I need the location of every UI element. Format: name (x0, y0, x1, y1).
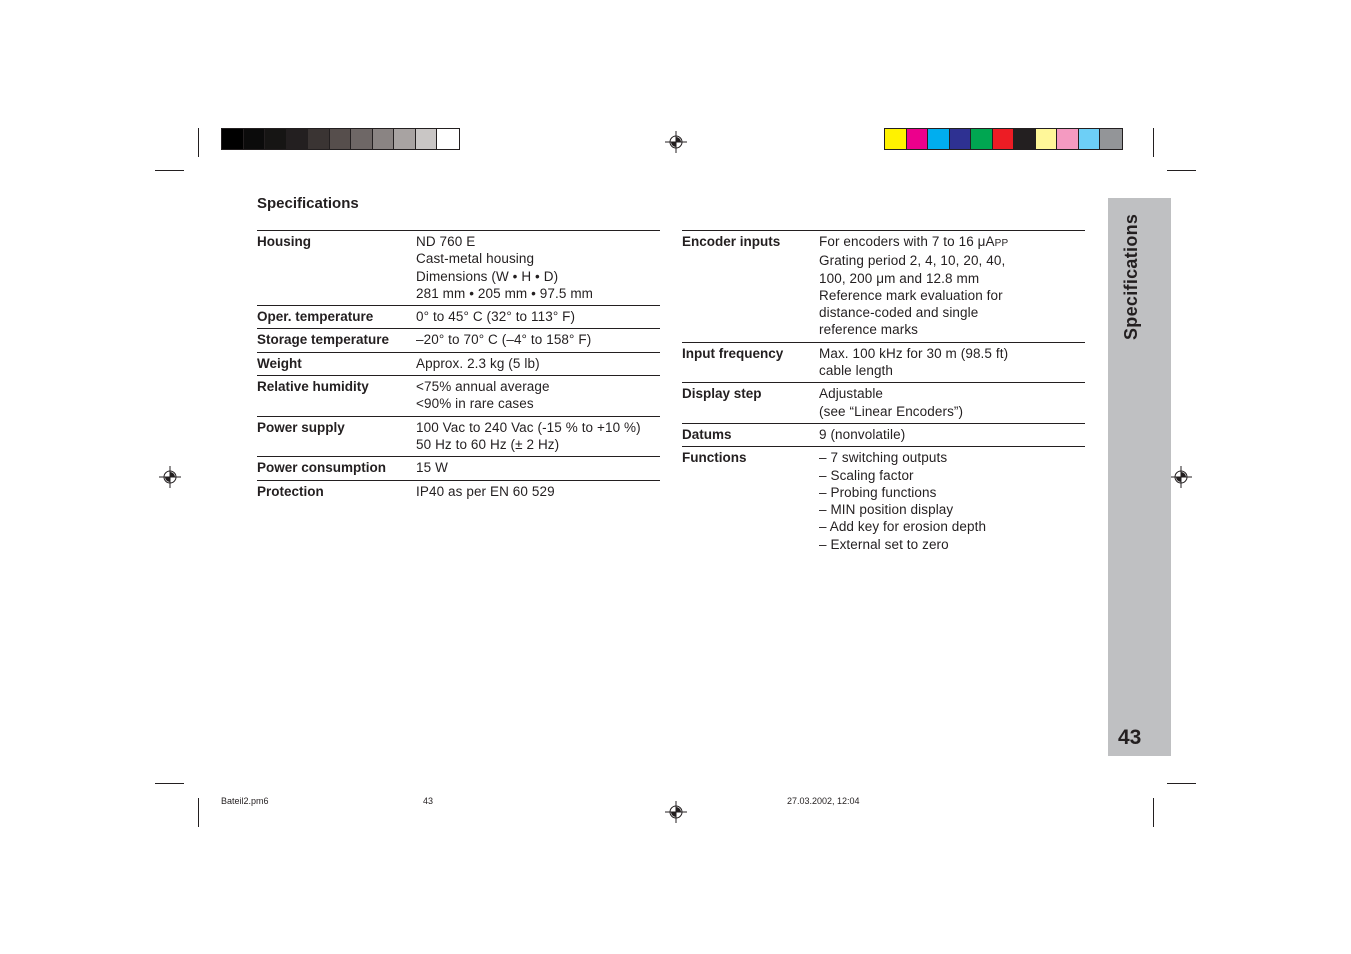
spec-value-line: Reference mark evaluation for (819, 287, 1003, 303)
spec-value (819, 449, 986, 553)
spec-value (819, 385, 963, 420)
spec-row (257, 329, 660, 352)
color-swatch (1079, 129, 1101, 149)
color-swatch (265, 129, 287, 149)
spec-label: Protection (257, 483, 324, 499)
registration-mark-icon (665, 801, 687, 823)
grayscale-bar (221, 128, 460, 150)
color-swatch (928, 129, 950, 149)
spec-label: Functions (682, 450, 747, 466)
spec-value-line: 9 (nonvolatile) (819, 426, 906, 442)
registration-mark-icon (665, 131, 687, 153)
spec-value-line: – MIN position display (819, 502, 954, 518)
side-tab-label: Specifications (1121, 213, 1141, 340)
spec-value-line: Cast-metal housing (416, 251, 535, 267)
spec-value (819, 345, 1008, 380)
spec-row (682, 424, 1085, 447)
spec-value-line: <75% annual average (416, 379, 550, 395)
spec-value (416, 308, 575, 325)
spec-value-line: 0° to 45° C (32° to 113° F) (416, 309, 576, 325)
crop-mark (198, 128, 199, 157)
spec-value-line: 100 Vac to 240 Vac (-15 % to +10 %) (416, 419, 641, 435)
spec-value-line: 281 mm • 205 mm • 97.5 mm (416, 285, 594, 301)
spec-value-line: ND 760 E (416, 234, 476, 249)
spec-row (682, 447, 1085, 556)
color-swatch (885, 129, 907, 149)
spec-row (257, 417, 660, 458)
color-swatch (287, 129, 309, 149)
crop-mark (1153, 798, 1154, 827)
registration-mark-icon (1170, 466, 1192, 488)
spec-value-line: –20° to 70° C (–4° to 158° F) (416, 332, 592, 348)
spec-value-line: 15 W (416, 460, 448, 476)
spec-value-line: Max. 100 kHz for 30 m (98.5 ft) (819, 345, 1009, 361)
spec-label: Datums (682, 426, 732, 442)
spec-row (682, 343, 1085, 384)
spec-row (257, 457, 660, 480)
color-swatch (1036, 129, 1058, 149)
spec-value-line: Dimensions (W • H • D) (416, 268, 559, 284)
spec-label: Oper. temperature (257, 309, 374, 325)
crop-mark (198, 798, 199, 827)
spec-row (257, 231, 660, 306)
spec-row (682, 383, 1085, 424)
spec-value-line: – Scaling factor (819, 467, 914, 483)
footer-file: Bateil2.pm6 (221, 796, 269, 806)
spec-value-line: – Add key for erosion depth (819, 519, 987, 535)
spec-value-line: Adjustable (819, 386, 884, 402)
color-swatch (394, 129, 416, 149)
spec-value (416, 355, 540, 372)
color-swatch (308, 129, 330, 149)
spec-row (257, 353, 660, 376)
spec-value-line: 50 Hz to 60 Hz (± 2 Hz) (416, 436, 560, 452)
spec-value (416, 331, 591, 348)
spec-value-subscript: PP (994, 238, 1009, 249)
spec-value (416, 459, 448, 476)
color-swatch (971, 129, 993, 149)
spec-label: Relative humidity (257, 379, 369, 395)
spec-value (819, 426, 905, 443)
crop-mark (1153, 128, 1154, 157)
color-swatch (373, 129, 395, 149)
spec-value (416, 233, 593, 302)
spec-label: Weight (257, 355, 302, 371)
crop-mark (1167, 170, 1196, 171)
spec-label: Input frequency (682, 345, 784, 361)
color-swatch (244, 129, 266, 149)
spec-label: Display step (682, 386, 762, 402)
spec-row-encoder-inputs (682, 231, 1085, 343)
page-title: Specifications (257, 195, 359, 212)
spec-value-line: reference marks (819, 322, 919, 338)
color-swatch (907, 129, 929, 149)
spec-table-left (257, 230, 660, 503)
registration-mark-icon (159, 466, 181, 488)
spec-label: Power supply (257, 419, 345, 435)
spec-label: Housing (257, 234, 311, 249)
spec-label: Storage temperature (257, 332, 390, 348)
page-number: 43 (1118, 726, 1142, 749)
color-swatch (1014, 129, 1036, 149)
process-color-bar (884, 128, 1123, 150)
spec-value-line: (see “Linear Encoders”) (819, 403, 964, 419)
spec-value (819, 233, 1008, 339)
spec-value (416, 483, 555, 500)
crop-mark (1167, 783, 1196, 784)
color-swatch (351, 129, 373, 149)
color-swatch (437, 129, 459, 149)
spec-row (257, 481, 660, 503)
spec-value-line: Grating period 2, 4, 10, 20, 40, (819, 253, 1006, 269)
spec-label: Encoder inputs (682, 234, 781, 249)
crop-mark (155, 170, 184, 171)
spec-value-line: cable length (819, 363, 894, 379)
color-swatch (222, 129, 244, 149)
color-swatch (1057, 129, 1079, 149)
spec-value-line: 100, 200 μm and 12.8 mm (819, 270, 980, 286)
spec-row (257, 306, 660, 329)
spec-label: Power consumption (257, 460, 387, 476)
footer-timestamp: 27.03.2002, 12:04 (787, 796, 860, 806)
footer-page: 43 (423, 796, 434, 806)
spec-value (416, 419, 641, 454)
color-swatch (950, 129, 972, 149)
color-swatch (330, 129, 352, 149)
spec-value-line: <90% in rare cases (416, 396, 534, 412)
spec-value (416, 378, 550, 413)
spec-value-line: – 7 switching outputs (819, 450, 948, 466)
color-swatch (416, 129, 438, 149)
spec-table-right (682, 230, 1085, 556)
spec-value-line: – Probing functions (819, 484, 937, 500)
spec-value-line: For encoders with 7 to 16 μA (819, 234, 995, 249)
spec-value-line: – External set to zero (819, 536, 949, 552)
spec-row (257, 376, 660, 417)
color-swatch (1100, 129, 1122, 149)
spec-value-line: distance-coded and single (819, 305, 979, 321)
spec-value-line: IP40 as per EN 60 529 (416, 483, 555, 499)
color-swatch (993, 129, 1015, 149)
crop-mark (155, 783, 184, 784)
spec-value-line: Approx. 2.3 kg (5 lb) (416, 355, 540, 371)
